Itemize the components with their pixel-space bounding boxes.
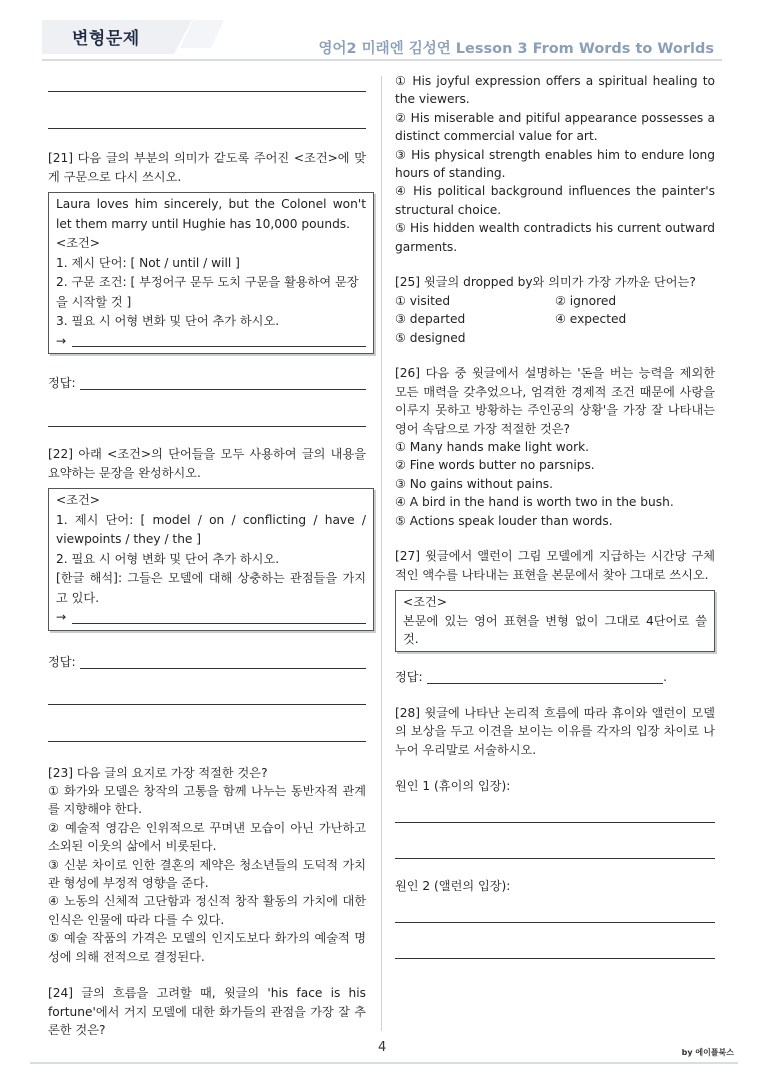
answer-end-period: . (663, 669, 667, 684)
answer-line[interactable] (48, 704, 366, 705)
q22-condition-2: 2. 필요 시 어형 변화 및 단어 추가 하시오. (56, 551, 280, 566)
q27-condition-text: 본문에 있는 영어 표현을 변형 없이 그대로 4단어로 쓸 것. (403, 613, 707, 647)
q25-option[interactable]: ③ departed (395, 312, 466, 327)
q21-box (48, 192, 374, 354)
q26-prompt: [26] 다음 중 윗글에서 설명하는 '돈을 버는 능력을 제외한 모든 매력을 갖추었으나, 엄격한 경제적 조건 때문에 사랑을 이루지 못하고 방황하는 주인공의 상황'을 가장 잘 나타내는 영어 속담으로 가장 적절한 것은? (395, 366, 715, 436)
publisher-credit: by 에이플북스 (681, 1048, 734, 1057)
answer-label: 정답: (395, 669, 423, 684)
q25-options-row (395, 310, 715, 329)
q28-cause-2-label: 원인 2 (앨런의 입장): (395, 878, 511, 893)
q21-sentence: Laura loves him sincerely, but the Colonel won't let them marry until Hughie has 10,000 pounds. (56, 197, 366, 231)
answer-line[interactable] (48, 128, 366, 129)
answer-line[interactable] (395, 858, 715, 859)
q25-option[interactable]: ④ expected (555, 312, 627, 327)
q22-arrow-line[interactable] (56, 608, 366, 628)
q27-condition-title: <조건> (403, 595, 447, 610)
q28-cause-1-label: 원인 1 (휴이의 입장): (395, 779, 511, 794)
q28-prompt: [28] 윗글에 나타난 논리적 흐름에 따라 휴이와 앨런이 모델의 보상을 두고 이견을 보이는 이유를 각자의 입장 차이로 나누어 우리말로 서술하시오. (395, 705, 715, 757)
right-column (395, 72, 715, 959)
q22-condition-title: <조건> (56, 493, 100, 507)
q23-option[interactable]: ④ 노동의 신체적 고단함과 정신적 창작 활동의 가치에 대한 인식은 인물에 따라 다를 수 있다. (48, 894, 366, 927)
answer-label: 정답: (48, 376, 76, 390)
q23-option[interactable]: ② 예술적 영감은 인위적으로 꾸며낸 모습이 아닌 가난하고 소외된 이웃의 삶에서 비롯된다. (48, 820, 366, 854)
q23-option[interactable]: ① 화가와 모델은 창작의 고통을 함께 나누는 동반자적 관계를 지향해야 한다. (48, 784, 366, 817)
q23-option[interactable]: ③ 신분 차이로 인한 결혼의 제약은 청소년들의 도덕적 가치관 형성에 부정적 영향을 준다. (48, 857, 366, 891)
q22-prompt: [22] 아래 <조건>의 단어들을 모두 사용하여 글의 내용을 요약하는 문장을 완성하시오. (48, 447, 366, 480)
q23-option[interactable]: ⑤ 예술 작품의 가격은 모델의 인지도보다 화가의 예술적 명성에 의해 전적으로 결정된다. (48, 931, 366, 964)
q21-condition-2: 2. 구문 조건: [ 부정어구 문두 도치 구문을 활용하여 문장을 시작할 것 ] (56, 275, 359, 309)
footer-divider (30, 1062, 738, 1064)
q25-prompt: [25] 윗글의 dropped by와 의미가 가장 가까운 단어는? (395, 275, 696, 290)
q24-option[interactable]: ④ His political background influences the painter's structural choice. (395, 184, 715, 217)
q26-option[interactable]: ④ A bird in the hand is worth two in the bush. (395, 495, 674, 510)
answer-line[interactable] (48, 741, 366, 742)
q27-answer-field[interactable] (395, 668, 667, 686)
header-divider (42, 59, 722, 61)
q24-prompt: [24] 글의 흐름을 고려할 때, 윗글의 'his face is his fortune'에서 거지 모델에 대한 화가들의 관점을 가장 잘 추론한 것은? (48, 986, 366, 1038)
q21-condition-1: 1. 제시 단어: [ Not / until / will ] (56, 255, 240, 270)
q22-box (48, 488, 374, 631)
q25-options-row (395, 292, 715, 311)
q21-answer-field[interactable] (48, 374, 366, 392)
answer-line[interactable] (395, 922, 715, 923)
q24-option[interactable]: ③ His physical strength enables him to endure long hours of standing. (395, 147, 715, 181)
answer-line[interactable] (48, 91, 366, 92)
q27-box (395, 590, 715, 652)
answer-label: 정답: (48, 654, 76, 669)
q25-option[interactable]: ⑤ designed (395, 330, 466, 345)
q24-option[interactable]: ⑤ His hidden wealth contradicts his current outward garments. (395, 221, 715, 254)
q21-arrow-line[interactable] (56, 332, 366, 352)
q25-options-row (395, 329, 715, 348)
header-badge: 변형문제 (72, 29, 140, 49)
q22-condition-1: 1. 제시 단어: [ model / on / conflicting / have / viewpoints / they / the ] (56, 512, 366, 546)
q27-prompt: [27] 윗글에서 앨런이 그림 모델에게 지급하는 시간당 구체적인 액수를 나타내는 표현을 본문에서 찾아 그대로 쓰시오. (395, 549, 715, 582)
q26-option[interactable]: ③ No gains without pains. (395, 476, 554, 491)
q26-option[interactable]: ② Fine words butter no parsnips. (395, 458, 595, 473)
q25-option[interactable]: ② ignored (555, 293, 617, 308)
answer-line[interactable] (395, 822, 715, 823)
q24-option[interactable]: ② His miserable and pitiful appearance possesses a distinct commercial value for art. (395, 110, 715, 144)
header-lesson-title: 영어2 미래엔 김성연 Lesson 3 From Words to Worlds (318, 41, 714, 57)
left-column (48, 72, 366, 1040)
column-divider (381, 76, 382, 1031)
answer-line[interactable] (395, 958, 715, 959)
arrow-icon: → (56, 610, 67, 624)
q21-prompt: [21] 다음 글의 부분의 의미가 같도록 주어진 <조건>에 맞게 구문으로 다시 쓰시오. (48, 151, 366, 184)
q24-option[interactable]: ① His joyful expression offers a spiritual healing to the viewers. (395, 74, 715, 107)
q23-prompt: [23] 다음 글의 요지로 가장 적절한 것은? (48, 765, 268, 780)
q21-condition-3: 3. 필요 시 어형 변화 및 단어 추가 하시오. (56, 314, 280, 328)
q25-option[interactable]: ① visited (395, 293, 451, 308)
arrow-icon: → (56, 333, 67, 348)
q22-condition-3: [한글 해석]: 그들은 모델에 대해 상충하는 관점들을 가지고 있다. (56, 571, 366, 605)
answer-line[interactable] (48, 426, 366, 427)
q21-condition-title: <조건> (56, 236, 100, 250)
page-number: 4 (378, 1040, 387, 1055)
q22-answer-field[interactable] (48, 653, 366, 671)
q26-option[interactable]: ⑤ Actions speak louder than words. (395, 513, 613, 528)
q26-option[interactable]: ① Many hands make light work. (395, 440, 590, 455)
